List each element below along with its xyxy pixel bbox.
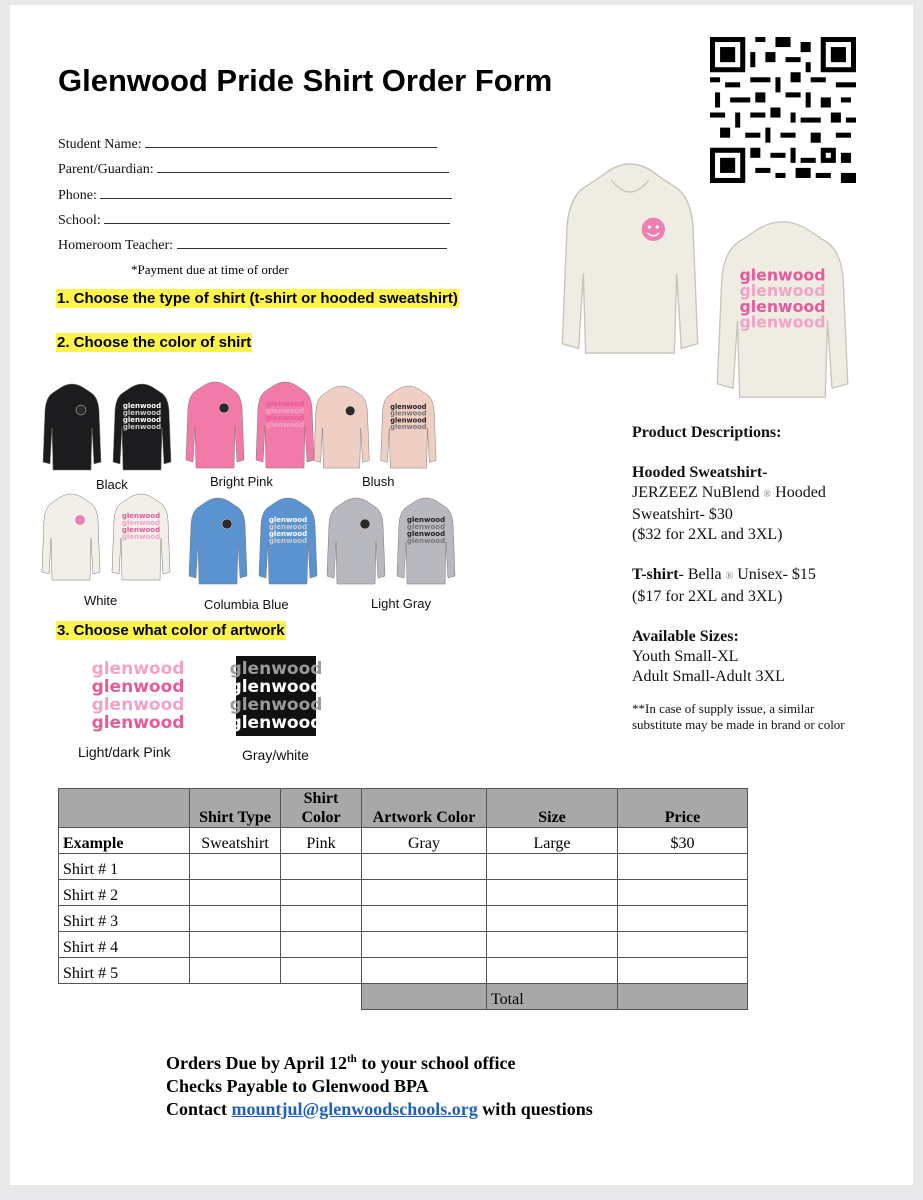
table-cell[interactable] <box>487 958 618 984</box>
hoodie-artwork-text: glenwood <box>406 530 446 538</box>
hoodie-artwork-text: glenwood <box>268 537 308 545</box>
hoodie-artwork-text: glenwood <box>122 409 162 417</box>
swatch-light-gray-hoodies <box>326 496 456 588</box>
smiley-icon <box>76 405 86 415</box>
order-form-page <box>10 5 913 1185</box>
smiley-icon <box>345 406 355 416</box>
table-cell[interactable] <box>190 932 281 958</box>
table-header-cell <box>59 789 190 828</box>
svg-text:glenwood: glenwood <box>229 713 323 733</box>
table-row <box>59 906 748 932</box>
white-hoodie-front-large <box>560 153 700 371</box>
table-cell: Sweatshirt <box>190 828 281 854</box>
blank-line <box>157 160 449 173</box>
hoodie-artwork-text: glenwood <box>406 516 446 524</box>
hoodie-front <box>43 384 101 470</box>
product-descriptions <box>632 423 892 733</box>
table-cell[interactable] <box>362 854 487 880</box>
hoodie-artwork-text: glenwood <box>121 533 161 541</box>
color-label-columbia-blue: Columbia Blue <box>204 597 289 612</box>
hoodie-artwork-text: glenwood <box>265 400 305 408</box>
hoodie-artwork-text: glenwood <box>122 423 162 431</box>
svg-text:glenwood: glenwood <box>739 312 826 332</box>
empty-cell <box>59 984 190 1010</box>
hoodie-artwork-text: glenwood <box>390 409 427 418</box>
hoodie-artwork-text: glenwood <box>122 416 162 424</box>
blank-line <box>100 186 452 199</box>
tee-brand: - Bella <box>678 566 722 583</box>
swatch-white-hoodies <box>40 492 172 584</box>
table-cell[interactable] <box>190 958 281 984</box>
artwork-label-gray: Gray/white <box>242 747 309 763</box>
descriptions-heading: Product Descriptions: <box>632 424 782 441</box>
svg-text:glenwood: glenwood <box>91 713 185 733</box>
table-cell: Gray <box>362 828 487 854</box>
order-table <box>58 788 748 1010</box>
table-row <box>59 932 748 958</box>
total-value-cell[interactable] <box>618 984 748 1010</box>
swatch-bright-pink-hoodies <box>183 380 317 472</box>
row-label: Shirt # 2 <box>59 880 190 906</box>
sizes-youth: Youth Small-XL <box>632 648 739 665</box>
smiley-icon <box>222 519 232 529</box>
step-2-heading: 2. Choose the color of shirt <box>57 334 252 351</box>
swatch-black-hoodies <box>40 382 174 474</box>
table-cell[interactable] <box>362 932 487 958</box>
footer <box>166 1048 593 1121</box>
row-label: Shirt # 4 <box>59 932 190 958</box>
table-cell[interactable] <box>618 932 748 958</box>
table-header-cell: Shirt Type <box>190 789 281 828</box>
hoodie-artwork-text: glenwood <box>265 407 305 415</box>
tee-title: T-shirt <box>632 566 679 583</box>
tee-price-large: ($17 for 2XL and 3XL) <box>632 588 783 605</box>
hood-title: Hooded Sweatshirt- <box>632 464 768 481</box>
smiley-icon <box>360 519 370 529</box>
color-label-bright-pink: Bright Pink <box>210 474 273 489</box>
table-header-cell: Size <box>487 789 618 828</box>
table-cell: Example <box>59 828 190 854</box>
svg-text:glenwood: glenwood <box>229 677 323 697</box>
table-cell[interactable] <box>190 906 281 932</box>
hoodie-artwork-text: glenwood <box>265 421 305 429</box>
hoodie-back <box>397 498 455 584</box>
table-cell[interactable] <box>487 906 618 932</box>
table-cell[interactable] <box>487 880 618 906</box>
smiley-icon <box>219 403 229 413</box>
table-header-cell: Price <box>618 789 748 828</box>
row-label: Shirt # 5 <box>59 958 190 984</box>
sizes-adult: Adult Small-Adult 3XL <box>632 668 785 685</box>
table-cell[interactable] <box>362 958 487 984</box>
hoodie-artwork-text: glenwood <box>121 512 161 520</box>
svg-text:glenwood: glenwood <box>739 281 826 300</box>
tee-price: Unisex- $15 <box>737 566 816 583</box>
color-label-white: White <box>84 593 118 608</box>
hoodie-back <box>259 498 317 584</box>
table-cell[interactable] <box>487 854 618 880</box>
checks-payable: Checks Payable to Glenwood BPA <box>166 1076 429 1096</box>
phone-field[interactable]: Phone: <box>58 186 452 204</box>
page-title: Glenwood Pride Shirt Order Form <box>58 63 553 98</box>
table-header-row <box>59 789 748 828</box>
table-cell[interactable] <box>362 906 487 932</box>
table-cell[interactable] <box>190 854 281 880</box>
table-row <box>59 958 748 984</box>
total-label: Total <box>487 984 618 1010</box>
hoodie-artwork-text: glenwood <box>390 416 427 425</box>
hoodie-artwork-text: glenwood <box>265 414 305 422</box>
svg-text:glenwood: glenwood <box>91 659 185 679</box>
hoodie-front <box>327 498 385 584</box>
table-row <box>59 854 748 880</box>
svg-text:glenwood: glenwood <box>91 677 185 697</box>
hood-price: Sweatshirt- $30 <box>632 506 733 523</box>
blank-line <box>177 236 447 249</box>
qr-code-icon <box>710 37 856 183</box>
svg-text:glenwood: glenwood <box>739 265 826 285</box>
table-cell[interactable] <box>618 854 748 880</box>
hoodie-front <box>314 386 369 468</box>
artwork-light-dark-pink <box>91 656 185 736</box>
hoodie-artwork-text: glenwood <box>390 422 427 431</box>
color-label-blush: Blush <box>362 474 395 489</box>
school-field[interactable]: School: <box>58 211 450 229</box>
table-header-cell: Artwork Color <box>362 789 487 828</box>
row-label: Shirt # 1 <box>59 854 190 880</box>
hood-price-large: ($32 for 2XL and 3XL) <box>632 526 783 543</box>
table-row-example <box>59 828 748 854</box>
table-row <box>59 880 748 906</box>
color-label-black: Black <box>96 477 128 492</box>
hoodie-artwork-text: glenwood <box>268 523 308 531</box>
contact-label: Contact <box>166 1099 232 1119</box>
due-date-text: Orders Due by April 12 <box>166 1053 348 1073</box>
sizes-title: Available Sizes: <box>632 628 739 645</box>
empty-cell <box>190 984 281 1010</box>
hood-type: Hooded <box>775 484 826 501</box>
hoodie-front <box>42 494 100 580</box>
supply-note: **In case of supply issue, a similar substitute may be made in brand or color <box>632 701 845 732</box>
table-cell[interactable] <box>281 854 362 880</box>
table-cell[interactable] <box>281 880 362 906</box>
hoodie-back <box>381 386 436 468</box>
table-cell[interactable] <box>487 932 618 958</box>
hoodie-artwork-text: glenwood <box>121 519 161 527</box>
contact-suffix: with questions <box>477 1099 593 1119</box>
email-link[interactable]: mountjul@glenwoodschools.org <box>231 1099 478 1119</box>
hoodie-back <box>256 382 314 468</box>
white-hoodie-back-large <box>715 217 850 402</box>
registered-icon: ® <box>725 571 734 582</box>
table-cell: $30 <box>618 828 748 854</box>
empty-cell <box>281 984 362 1010</box>
due-date-location: to your school office <box>356 1053 516 1073</box>
table-cell[interactable] <box>618 880 748 906</box>
hood-brand: JERZEEZ NuBlend <box>632 484 760 501</box>
table-total-row <box>59 984 748 1010</box>
hoodie-artwork-text: glenwood <box>268 530 308 538</box>
parent-guardian-field[interactable]: Parent/Guardian: <box>58 160 449 178</box>
step-3-heading: 3. Choose what color of artwork <box>57 622 285 639</box>
table-cell[interactable] <box>362 880 487 906</box>
hoodie-back <box>113 384 171 470</box>
table-cell[interactable] <box>618 958 748 984</box>
swatch-columbia-blue-hoodies <box>183 496 323 588</box>
hoodie-back <box>112 494 170 580</box>
payment-note: *Payment due at time of order <box>131 262 289 277</box>
color-label-light-gray: Light Gray <box>371 596 431 611</box>
table-cell[interactable] <box>281 958 362 984</box>
step-1-heading: 1. Choose the type of shirt (t-shirt or hooded sweatshirt) <box>57 290 458 307</box>
table-cell[interactable] <box>281 906 362 932</box>
swatch-blush-hoodies <box>313 382 437 474</box>
hoodie-artwork-text: glenwood <box>406 523 446 531</box>
svg-text:glenwood: glenwood <box>229 695 323 715</box>
blank-line <box>145 135 437 148</box>
total-spacer <box>362 984 487 1010</box>
table-cell[interactable] <box>190 880 281 906</box>
registered-icon: ® <box>763 489 772 500</box>
artwork-label-pink: Light/dark Pink <box>78 744 171 760</box>
svg-text:glenwood: glenwood <box>229 659 323 679</box>
svg-text:glenwood: glenwood <box>91 695 185 715</box>
blank-line <box>104 211 450 224</box>
table-cell[interactable] <box>281 932 362 958</box>
svg-text:glenwood: glenwood <box>739 296 826 316</box>
smiley-icon <box>75 515 85 525</box>
table-cell: Large <box>487 828 618 854</box>
row-label: Shirt # 3 <box>59 906 190 932</box>
artwork-gray-white <box>229 656 323 736</box>
hoodie-artwork-text: glenwood <box>406 537 446 545</box>
ordinal-suffix: th <box>347 1053 357 1065</box>
homeroom-teacher-field[interactable]: Homeroom Teacher: <box>58 236 447 254</box>
student-name-field[interactable]: Student Name: <box>58 135 437 153</box>
table-cell[interactable] <box>618 906 748 932</box>
hoodie-artwork-text: glenwood <box>122 402 162 410</box>
hoodie-front <box>186 382 244 468</box>
table-cell: Pink <box>281 828 362 854</box>
table-header-cell: Shirt Color <box>281 789 362 828</box>
hoodie-artwork-text: glenwood <box>121 526 161 534</box>
hoodie-front <box>189 498 247 584</box>
hoodie-artwork-text: glenwood <box>268 516 308 524</box>
hoodie-artwork-text: glenwood <box>390 402 427 411</box>
